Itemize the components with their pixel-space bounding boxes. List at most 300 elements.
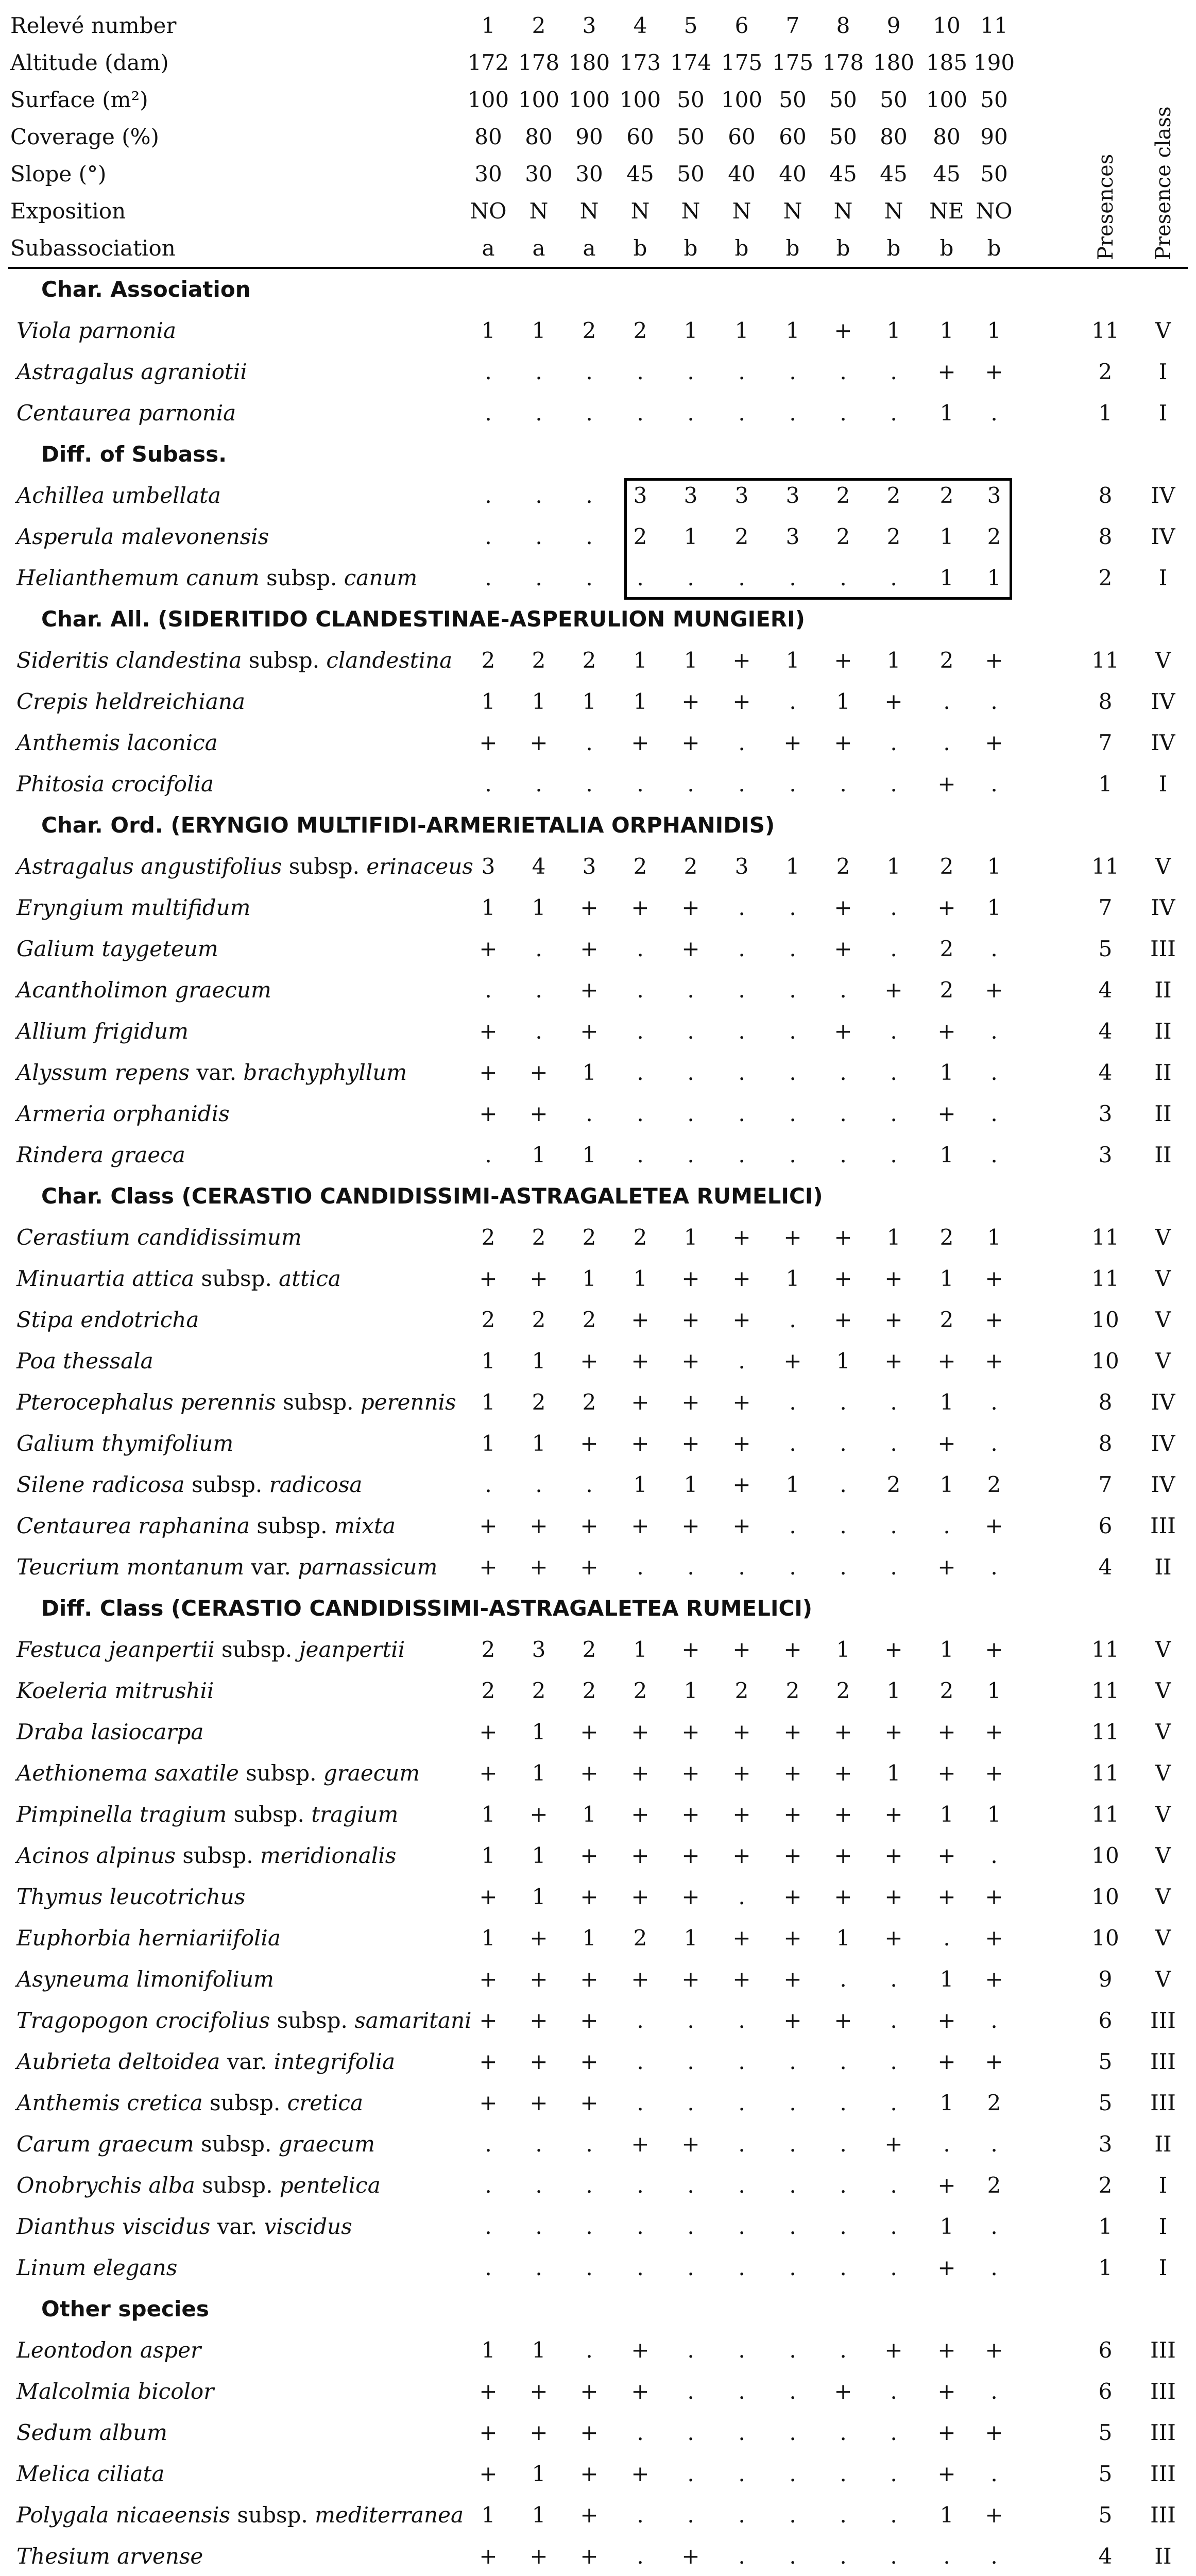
table-row (0, 1134, 1196, 1176)
abundance-cell: . (738, 2090, 745, 2115)
species-name (16, 1835, 444, 1876)
species-infraspecific: canum (344, 565, 418, 590)
table-row (0, 1011, 1196, 1052)
table-row (0, 2371, 1196, 2412)
abundance-cell: + (580, 1431, 599, 1456)
table-row (0, 1341, 1196, 1382)
header-value: 5 (684, 13, 698, 38)
abundance-cell: . (637, 565, 644, 590)
abundance-cell: . (890, 2008, 897, 2033)
presence-class-cell: IV (1151, 1431, 1175, 1456)
abundance-cell: . (738, 2337, 745, 2363)
abundance-cell: + (937, 1019, 956, 1044)
header-value: 80 (933, 124, 961, 149)
species-rank: subsp. (191, 1472, 263, 1497)
presence-class-cell: V (1155, 1307, 1171, 1332)
header-value: 50 (980, 87, 1008, 112)
presence-class-column-header: Presence class (1152, 106, 1175, 260)
abundance-cell: + (834, 936, 852, 961)
abundance-cell: 1 (939, 2214, 954, 2239)
header-value: 100 (467, 87, 509, 112)
abundance-cell: . (890, 2049, 897, 2074)
header-row (0, 5, 1196, 46)
header-row (0, 228, 1196, 269)
abundance-cell: + (631, 1389, 650, 1415)
table-row (0, 1876, 1196, 1918)
abundance-cell: 2 (532, 1307, 546, 1332)
abundance-cell: . (789, 1554, 796, 1580)
abundance-cell: + (631, 1307, 650, 1332)
abundance-cell: . (738, 359, 745, 384)
abundance-cell: 1 (684, 1472, 698, 1497)
abundance-cell: 1 (987, 318, 1001, 343)
abundance-cell: 3 (734, 854, 749, 879)
presence-class-cell: III (1150, 936, 1176, 961)
table-row (0, 1052, 1196, 1093)
header-value: N (630, 198, 650, 224)
presence-class-cell: III (1150, 2337, 1176, 2363)
abundance-cell: . (890, 359, 897, 384)
abundance-cell: . (637, 2255, 644, 2280)
abundance-cell: 1 (734, 318, 749, 343)
abundance-cell: . (840, 400, 847, 426)
abundance-cell: 2 (987, 524, 1001, 549)
abundance-cell: . (738, 1348, 745, 1374)
abundance-cell: . (890, 2544, 897, 2569)
abundance-cell: . (687, 2255, 694, 2280)
abundance-cell: . (485, 2131, 492, 2157)
species-name (16, 970, 444, 1011)
abundance-cell: . (738, 977, 745, 1003)
header-value: 11 (980, 13, 1008, 38)
abundance-cell: + (529, 2049, 548, 2074)
abundance-cell: . (943, 730, 950, 755)
abundance-cell: 1 (532, 1348, 546, 1374)
abundance-cell: . (637, 2502, 644, 2528)
abundance-cell: 2 (734, 1678, 749, 1703)
abundance-cell: . (687, 400, 694, 426)
species-infraspecific: cretica (287, 2090, 363, 2115)
abundance-cell: 1 (987, 1802, 1001, 1827)
abundance-cell: 1 (785, 648, 800, 673)
presence-class-cell: II (1154, 2544, 1172, 2569)
section-title: Char. All. (SIDERITIDO CLANDESTINAE-ASPERULION MUNGIERI) (41, 606, 805, 632)
abundance-cell: . (990, 1554, 998, 1580)
abundance-cell: . (637, 359, 644, 384)
abundance-cell: . (637, 2049, 644, 2074)
abundance-cell: + (479, 1719, 498, 1744)
abundance-cell: . (840, 2461, 847, 2486)
header-value: 100 (518, 87, 560, 112)
abundance-cell: + (580, 2049, 599, 2074)
species-infraspecific: erinaceus (366, 854, 473, 879)
abundance-cell: + (631, 1967, 650, 1992)
abundance-cell: . (637, 977, 644, 1003)
presence-class-cell: III (1150, 2420, 1176, 2445)
abundance-cell: . (586, 771, 593, 796)
presence-class-cell: V (1155, 1843, 1171, 1868)
abundance-cell: 1 (481, 895, 496, 920)
table-row (0, 310, 1196, 351)
species-infraspecific: graecum (278, 2131, 375, 2157)
species-binomial: Draba lasiocarpa (16, 1719, 204, 1744)
table-row (0, 1753, 1196, 1794)
abundance-cell: . (738, 2502, 745, 2528)
header-value: 2 (532, 13, 546, 38)
presence-class-cell: V (1155, 648, 1171, 673)
abundance-cell: . (890, 400, 897, 426)
abundance-cell: 1 (684, 318, 698, 343)
abundance-cell: . (687, 771, 694, 796)
abundance-cell: + (884, 1266, 903, 1291)
abundance-cell: . (738, 565, 745, 590)
header-label: Relevé number (10, 13, 177, 38)
abundance-cell: . (535, 483, 542, 508)
abundance-cell: . (789, 2173, 796, 2198)
species-name (16, 2206, 444, 2247)
presences-cell: 10 (1091, 1843, 1119, 1868)
abundance-cell: . (840, 2255, 847, 2280)
table-row (0, 393, 1196, 434)
presence-class-cell: II (1154, 1019, 1172, 1044)
abundance-cell: 2 (481, 648, 496, 673)
presences-cell: 7 (1098, 1472, 1113, 1497)
header-value: 50 (880, 87, 908, 112)
species-name (16, 1711, 444, 1753)
abundance-cell: . (485, 565, 492, 590)
abundance-cell: . (840, 1431, 847, 1456)
species-name (16, 1382, 456, 1423)
presences-cell: 1 (1098, 771, 1113, 796)
header-value: 60 (779, 124, 807, 149)
abundance-cell: + (985, 1307, 1003, 1332)
header-value: 30 (575, 161, 603, 187)
abundance-cell: 1 (939, 1637, 954, 1662)
species-infraspecific: radicosa (269, 1472, 363, 1497)
species-binomial: Dianthus viscidus (16, 2214, 211, 2239)
header-value: NO (976, 198, 1013, 224)
abundance-cell: + (681, 1802, 700, 1827)
abundance-cell: 1 (481, 2502, 496, 2528)
species-name (16, 846, 473, 887)
abundance-cell: . (738, 2131, 745, 2157)
abundance-cell: . (840, 2090, 847, 2115)
presences-cell: 11 (1091, 1225, 1119, 1250)
abundance-cell: . (687, 2502, 694, 2528)
table-row (0, 1711, 1196, 1753)
abundance-cell: 2 (582, 1225, 596, 1250)
species-rank: subsp. (201, 2131, 272, 2157)
abundance-cell: + (834, 318, 852, 343)
abundance-cell: . (789, 1019, 796, 1044)
abundance-cell: + (985, 2337, 1003, 2363)
abundance-cell: 1 (633, 689, 647, 714)
header-label: Coverage (%) (10, 124, 159, 149)
abundance-cell: + (681, 689, 700, 714)
abundance-cell: + (783, 1925, 802, 1951)
abundance-cell: 2 (939, 483, 954, 508)
abundance-cell: . (789, 2420, 796, 2445)
abundance-cell: . (637, 2420, 644, 2445)
header-value: 60 (626, 124, 654, 149)
abundance-cell: 2 (836, 483, 850, 508)
abundance-cell: + (631, 2131, 650, 2157)
abundance-cell: . (535, 565, 542, 590)
abundance-cell: + (732, 689, 751, 714)
abundance-cell: . (943, 689, 950, 714)
abundance-cell: 2 (886, 483, 901, 508)
table-row (0, 2041, 1196, 2082)
presence-class-cell: II (1154, 1554, 1172, 1580)
abundance-cell: + (580, 1760, 599, 1786)
abundance-cell: + (681, 1884, 700, 1909)
abundance-cell: . (586, 565, 593, 590)
abundance-cell: 1 (582, 1266, 596, 1291)
abundance-cell: + (834, 2379, 852, 2404)
section-header (0, 269, 1196, 310)
abundance-cell: + (884, 689, 903, 714)
species-infraspecific: mediterranea (315, 2502, 464, 2528)
header-value: b (836, 235, 850, 261)
abundance-cell: . (687, 2337, 694, 2363)
species-name (16, 1423, 444, 1464)
abundance-cell: + (580, 2420, 599, 2445)
species-binomial: Galium thymifolium (16, 1431, 234, 1456)
abundance-cell: . (789, 565, 796, 590)
abundance-cell: + (732, 1925, 751, 1951)
abundance-cell: + (783, 1348, 802, 1374)
presence-class-cell: IV (1151, 483, 1175, 508)
abundance-cell: 4 (532, 854, 546, 879)
table-row (0, 2206, 1196, 2247)
abundance-cell: . (586, 524, 593, 549)
presence-class-cell: IV (1151, 730, 1175, 755)
section-title: Char. Ord. (ERYNGIO MULTIFIDI-ARMERIETALIA ORPHANIDIS) (41, 812, 775, 838)
table-row (0, 2000, 1196, 2041)
abundance-cell: . (485, 977, 492, 1003)
presences-cell: 11 (1091, 1802, 1119, 1827)
abundance-cell: + (834, 1760, 852, 1786)
abundance-cell: + (681, 1348, 700, 1374)
abundance-cell: . (789, 1431, 796, 1456)
header-value: 185 (926, 50, 968, 75)
abundance-cell: . (637, 2214, 644, 2239)
abundance-cell: + (985, 2049, 1003, 2074)
abundance-cell: . (687, 977, 694, 1003)
abundance-cell: + (732, 1389, 751, 1415)
abundance-cell: + (985, 1348, 1003, 1374)
abundance-cell: + (479, 1760, 498, 1786)
abundance-cell: + (937, 1719, 956, 1744)
species-binomial: Festuca jeanpertii (16, 1637, 215, 1662)
header-value: b (785, 235, 800, 261)
abundance-cell: 1 (633, 1266, 647, 1291)
presences-cell: 4 (1098, 1554, 1113, 1580)
species-binomial: Pimpinella tragium (16, 1802, 227, 1827)
species-rank: subsp. (237, 2502, 308, 2528)
abundance-cell: + (884, 1843, 903, 1868)
abundance-cell: . (687, 2008, 694, 2033)
species-name (16, 887, 444, 928)
table-row (0, 1835, 1196, 1876)
abundance-cell: + (937, 1843, 956, 1868)
header-label: Exposition (10, 198, 126, 224)
table-row (0, 516, 1196, 557)
abundance-cell: + (834, 1802, 852, 1827)
header-value: 50 (677, 161, 705, 187)
abundance-cell: + (937, 2420, 956, 2445)
abundance-cell: 1 (582, 1925, 596, 1951)
abundance-cell: + (479, 1101, 498, 1126)
abundance-cell: . (890, 895, 897, 920)
abundance-cell: 1 (987, 565, 1001, 590)
abundance-cell: . (840, 2131, 847, 2157)
header-value: 180 (873, 50, 915, 75)
species-name (16, 928, 444, 970)
abundance-cell: . (990, 2544, 998, 2569)
abundance-cell: 2 (481, 1307, 496, 1332)
header-value: 175 (721, 50, 763, 75)
section-header (0, 599, 1196, 640)
species-rank: subsp. (201, 1266, 272, 1291)
species-rank: var. (251, 1554, 291, 1580)
abundance-cell: . (789, 1142, 796, 1167)
abundance-cell: + (529, 2379, 548, 2404)
species-binomial: Aubrieta deltoidea (16, 2049, 220, 2074)
abundance-cell: + (985, 2420, 1003, 2445)
abundance-cell: 1 (684, 1678, 698, 1703)
table-row (0, 970, 1196, 1011)
abundance-cell: + (937, 359, 956, 384)
table-row (0, 681, 1196, 722)
abundance-cell: . (738, 1884, 745, 1909)
species-binomial: Pterocephalus perennis (16, 1389, 276, 1415)
abundance-cell: + (631, 1884, 650, 1909)
abundance-cell: 1 (481, 1431, 496, 1456)
section-header (0, 1588, 1196, 1629)
table-row (0, 1258, 1196, 1299)
abundance-cell: . (840, 2214, 847, 2239)
abundance-cell: . (738, 2255, 745, 2280)
presence-class-cell: I (1158, 2214, 1168, 2239)
abundance-cell: . (890, 730, 897, 755)
section-title: Diff. of Subass. (41, 442, 227, 467)
abundance-cell: . (586, 2337, 593, 2363)
abundance-cell: + (681, 1760, 700, 1786)
abundance-cell: + (985, 730, 1003, 755)
header-value: 10 (933, 13, 961, 38)
abundance-cell: 2 (939, 977, 954, 1003)
species-infraspecific: meridionalis (260, 1843, 397, 1868)
abundance-cell: + (834, 1719, 852, 1744)
species-name (16, 2000, 472, 2041)
species-binomial: Stipa endotricha (16, 1307, 199, 1332)
presences-cell: 3 (1098, 2131, 1113, 2157)
abundance-cell: . (637, 771, 644, 796)
abundance-cell: + (884, 977, 903, 1003)
abundance-cell: + (985, 1513, 1003, 1538)
abundance-cell: + (681, 1513, 700, 1538)
abundance-cell: 2 (939, 1307, 954, 1332)
abundance-cell: . (990, 1060, 998, 1085)
table-row (0, 2412, 1196, 2453)
presence-class-cell: I (1158, 565, 1168, 590)
abundance-cell: + (580, 977, 599, 1003)
abundance-cell: + (884, 1637, 903, 1662)
species-name (16, 722, 444, 764)
abundance-cell: . (890, 1060, 897, 1085)
abundance-cell: + (631, 2337, 650, 2363)
abundance-cell: . (586, 1101, 593, 1126)
abundance-cell: 1 (532, 318, 546, 343)
species-binomial: Astragalus angustifolius (16, 854, 282, 879)
table-row (0, 1959, 1196, 2000)
abundance-cell: + (631, 1431, 650, 1456)
abundance-cell: . (738, 1142, 745, 1167)
abundance-cell: . (789, 1060, 796, 1085)
presences-cell: 2 (1098, 359, 1113, 384)
abundance-cell: . (485, 2255, 492, 2280)
presence-class-cell: V (1155, 1925, 1171, 1951)
abundance-cell: 1 (532, 1843, 546, 1868)
abundance-cell: + (834, 1266, 852, 1291)
abundance-cell: + (783, 1637, 802, 1662)
species-binomial: Galium taygeteum (16, 936, 218, 961)
header-value: a (583, 235, 596, 261)
abundance-cell: 3 (481, 854, 496, 879)
abundance-cell: + (732, 648, 751, 673)
abundance-cell: 1 (633, 648, 647, 673)
abundance-cell: 1 (582, 1142, 596, 1167)
header-value: 80 (525, 124, 553, 149)
abundance-cell: + (529, 1967, 548, 1992)
species-name (16, 2082, 444, 2124)
header-value: N (833, 198, 853, 224)
table-row (0, 2495, 1196, 2536)
presences-cell: 3 (1098, 1101, 1113, 1126)
species-binomial: Phitosia crocifolia (16, 771, 214, 796)
abundance-cell: + (681, 2131, 700, 2157)
table-row (0, 1794, 1196, 1835)
abundance-cell: 1 (939, 1266, 954, 1291)
header-value: 100 (926, 87, 968, 112)
abundance-cell: . (738, 1060, 745, 1085)
header-value: NE (929, 198, 964, 224)
abundance-cell: . (943, 1925, 950, 1951)
abundance-cell: . (990, 1389, 998, 1415)
presences-cell: 4 (1098, 2544, 1113, 2569)
abundance-cell: . (890, 1019, 897, 1044)
presence-class-cell: IV (1151, 895, 1175, 920)
abundance-cell: + (834, 1884, 852, 1909)
abundance-cell: + (937, 2008, 956, 2033)
table-row (0, 2536, 1196, 2576)
table-row (0, 1918, 1196, 1959)
species-binomial: Onobrychis alba (16, 2173, 195, 2198)
header-value: 6 (734, 13, 749, 38)
abundance-cell: 3 (582, 854, 596, 879)
abundance-cell: . (890, 2090, 897, 2115)
abundance-cell: . (738, 936, 745, 961)
abundance-cell: . (535, 524, 542, 549)
abundance-cell: . (990, 1019, 998, 1044)
abundance-cell: . (789, 2131, 796, 2157)
abundance-cell: . (738, 1554, 745, 1580)
abundance-cell: + (937, 2379, 956, 2404)
abundance-cell: . (738, 2008, 745, 2033)
header-value: 50 (677, 124, 705, 149)
species-binomial: Koeleria mitrushii (16, 1678, 214, 1703)
